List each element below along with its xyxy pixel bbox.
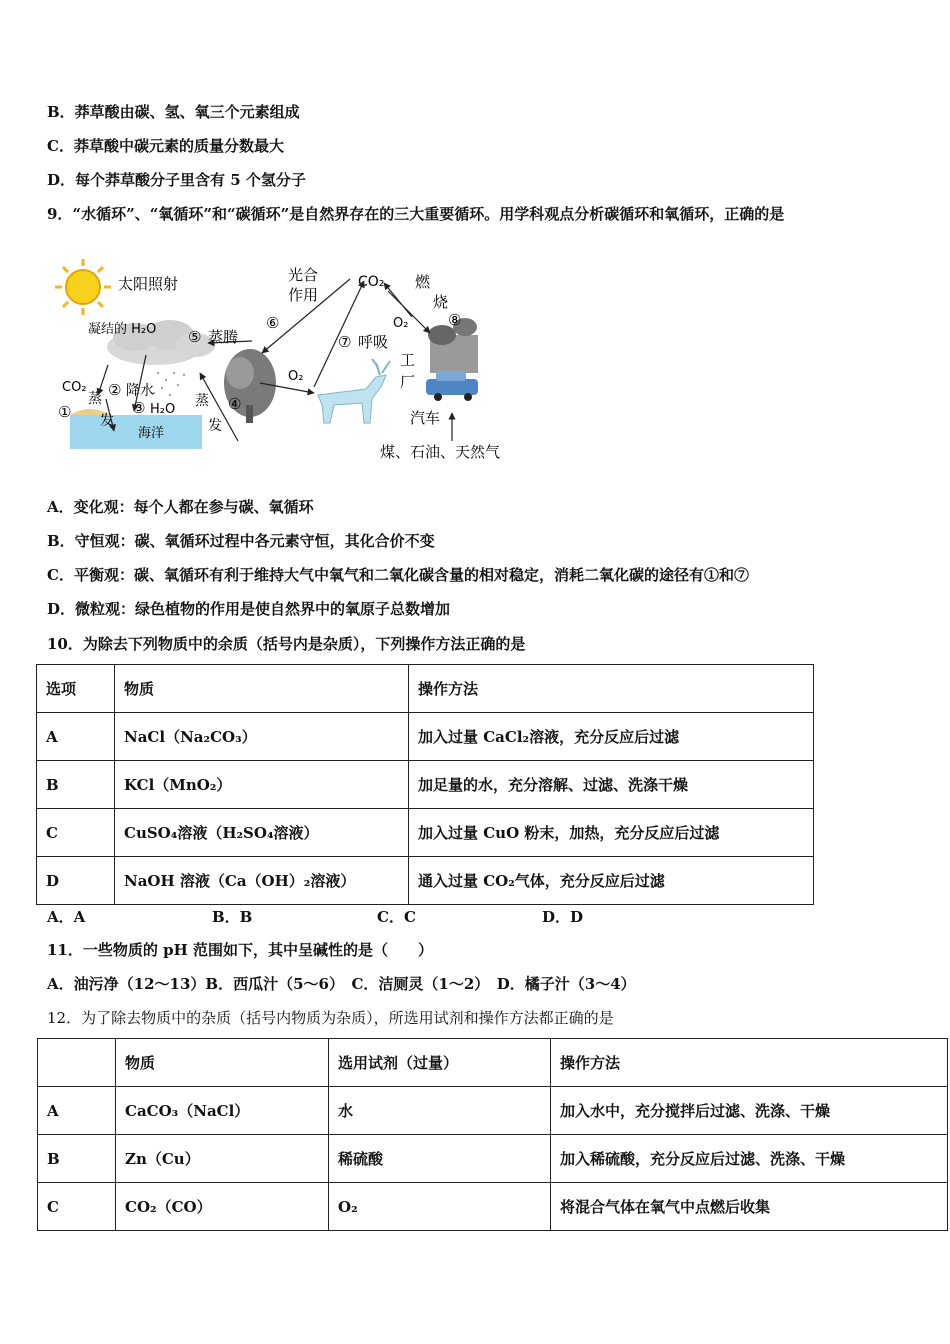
- marker-3: ③: [132, 399, 146, 417]
- header-option: [38, 1039, 116, 1087]
- table-header-row: [37, 665, 814, 713]
- sun-label: 太阳照射: [118, 275, 179, 293]
- breath-label: 呼吸: [358, 333, 389, 351]
- table-row: [38, 1183, 948, 1231]
- row-option: B: [37, 761, 115, 809]
- row-reagent: 水: [329, 1087, 551, 1135]
- marker-2: ②: [108, 381, 122, 399]
- row-reagent: O₂: [329, 1183, 551, 1231]
- answer-c: C．C: [377, 908, 416, 926]
- cycle-diagram: [50, 255, 530, 465]
- row-substance: CaCO₃（NaCl）: [116, 1087, 329, 1135]
- deer-icon: [318, 359, 390, 423]
- transpiration-label: 蒸腾: [208, 328, 239, 346]
- burn-label-1: 燃: [415, 273, 431, 291]
- row-method: 加入水中，充分搅拌后过滤、洗涤、干燥: [551, 1087, 948, 1135]
- row-option: D: [37, 857, 115, 905]
- q12-table: [37, 1038, 948, 1231]
- o2-mid-label: O₂: [288, 369, 304, 384]
- table-row: [37, 713, 814, 761]
- row-method: 加入稀硫酸，充分反应后过滤、洗涤、干燥: [551, 1135, 948, 1183]
- q11-options: A．油污净（12～13）B．西瓜汁（5～6） C．洁厕灵（1～2） D．橘子汁（3～4）: [47, 975, 636, 993]
- q10-stem: 10．为除去下列物质中的余质（括号内是杂质），下列操作方法正确的是: [47, 635, 526, 653]
- answer-b: B．B: [212, 908, 253, 926]
- q10-table: [36, 664, 814, 905]
- o2-right-label: O₂: [393, 316, 409, 331]
- row-substance: NaCl（Na₂CO₃）: [115, 713, 409, 761]
- ocean-shape: [70, 415, 202, 449]
- q9-option-c: C．平衡观：碳、氧循环有利于维持大气中氧气和二氧化碳含量的相对稳定，消耗二氧化碳的途径有①和⑦: [47, 566, 749, 584]
- header-method: 操作方法: [551, 1039, 948, 1087]
- marker-5: ⑤: [188, 328, 202, 346]
- table-row: [37, 857, 814, 905]
- header-option: 选项: [37, 665, 115, 713]
- q8-option-b: B．莽草酸由碳、氢、氧三个元素组成: [47, 103, 300, 121]
- row-method: 加入过量 CuO 粉末，加热，充分反应后过滤: [409, 809, 814, 857]
- row-substance: CO₂（CO）: [116, 1183, 329, 1231]
- rain-drops: [153, 372, 185, 396]
- q9-option-b: B．守恒观：碳、氧循环过程中各元素守恒，其化合价不变: [47, 532, 435, 550]
- q8-option-d: D．每个莽草酸分子里含有 5 个氢分子: [47, 171, 306, 189]
- marker-4: ④: [228, 395, 242, 413]
- marker-1: ①: [58, 403, 72, 421]
- rain-label: 降水: [126, 383, 154, 399]
- car-label: 汽车: [410, 409, 441, 427]
- header-substance: 物质: [115, 665, 409, 713]
- row-substance: KCl（MnO₂）: [115, 761, 409, 809]
- answer-a: A．A: [47, 908, 86, 926]
- fuel-label: 煤、石油、天然气: [380, 443, 501, 461]
- row-option: B: [38, 1135, 116, 1183]
- table-row: [37, 761, 814, 809]
- table-row: [38, 1087, 948, 1135]
- q9-option-a: A．变化观：每个人都在参与碳、氧循环: [47, 498, 314, 516]
- sun-icon: [55, 259, 111, 315]
- row-reagent: 稀硫酸: [329, 1135, 551, 1183]
- burn-label-2: 烧: [433, 293, 449, 311]
- table-header-row: [38, 1039, 948, 1087]
- row-method: 将混合气体在氧气中点燃后收集: [551, 1183, 948, 1231]
- row-method: 加入过量 CaCl₂溶液，充分反应后过滤: [409, 713, 814, 761]
- factory-label-1: 工: [400, 351, 416, 369]
- co2-top-label: CO₂: [358, 274, 385, 290]
- table-row: [37, 809, 814, 857]
- marker-7: ⑦: [338, 333, 352, 351]
- header-reagent: 选用试剂（过量）: [329, 1039, 551, 1087]
- row-option: A: [37, 713, 115, 761]
- marker-8: ⑧: [448, 311, 462, 329]
- marker-6: ⑥: [266, 314, 280, 332]
- photosynthesis-label-2: 作用: [288, 286, 319, 304]
- factory-label-2: 厂: [400, 373, 416, 391]
- row-substance: CuSO₄溶液（H₂SO₄溶液）: [115, 809, 409, 857]
- co2-left-label: CO₂: [62, 380, 87, 395]
- q9-stem: 9．“水循环”、“氧循环”和“碳循环”是自然界存在的三大重要循环。用学科观点分析碳循环和氧循环，正确的是: [47, 205, 785, 223]
- header-method: 操作方法: [409, 665, 814, 713]
- evaporation-char-1: 蒸: [88, 391, 102, 407]
- evaporation-char-3: 蒸: [195, 393, 209, 409]
- row-option: C: [37, 809, 115, 857]
- q11-stem: 11．一些物质的 pH 范围如下，其中呈碱性的是（ ）: [47, 941, 433, 959]
- row-option: A: [38, 1087, 116, 1135]
- h2o-label: H₂O: [150, 402, 176, 417]
- q9-option-d: D．微粒观：绿色植物的作用是使自然界中的氧原子总数增加: [47, 600, 451, 618]
- row-method: 加足量的水，充分溶解、过滤、洗涤干燥: [409, 761, 814, 809]
- row-method: 通入过量 CO₂气体，充分反应后过滤: [409, 857, 814, 905]
- row-substance: NaOH 溶液（Ca（OH）₂溶液）: [115, 857, 409, 905]
- car-icon: [426, 371, 478, 401]
- header-substance: 物质: [116, 1039, 329, 1087]
- table-row: [38, 1135, 948, 1183]
- ocean-label: 海洋: [138, 426, 165, 441]
- row-option: C: [38, 1183, 116, 1231]
- evaporation-char-2: 发: [100, 413, 114, 429]
- q8-option-c: C．莽草酸中碳元素的质量分数最大: [47, 137, 284, 155]
- answer-d: D．D: [542, 908, 584, 926]
- row-substance: Zn（Cu）: [116, 1135, 329, 1183]
- condensed-label: 凝结的 H₂O: [88, 322, 157, 337]
- evaporation-char-4: 发: [208, 418, 222, 434]
- photosynthesis-label-1: 光合: [288, 266, 319, 284]
- q12-stem: 12．为了除去物质中的杂质（括号内物质为杂质），所选用试剂和操作方法都正确的是: [47, 1009, 614, 1027]
